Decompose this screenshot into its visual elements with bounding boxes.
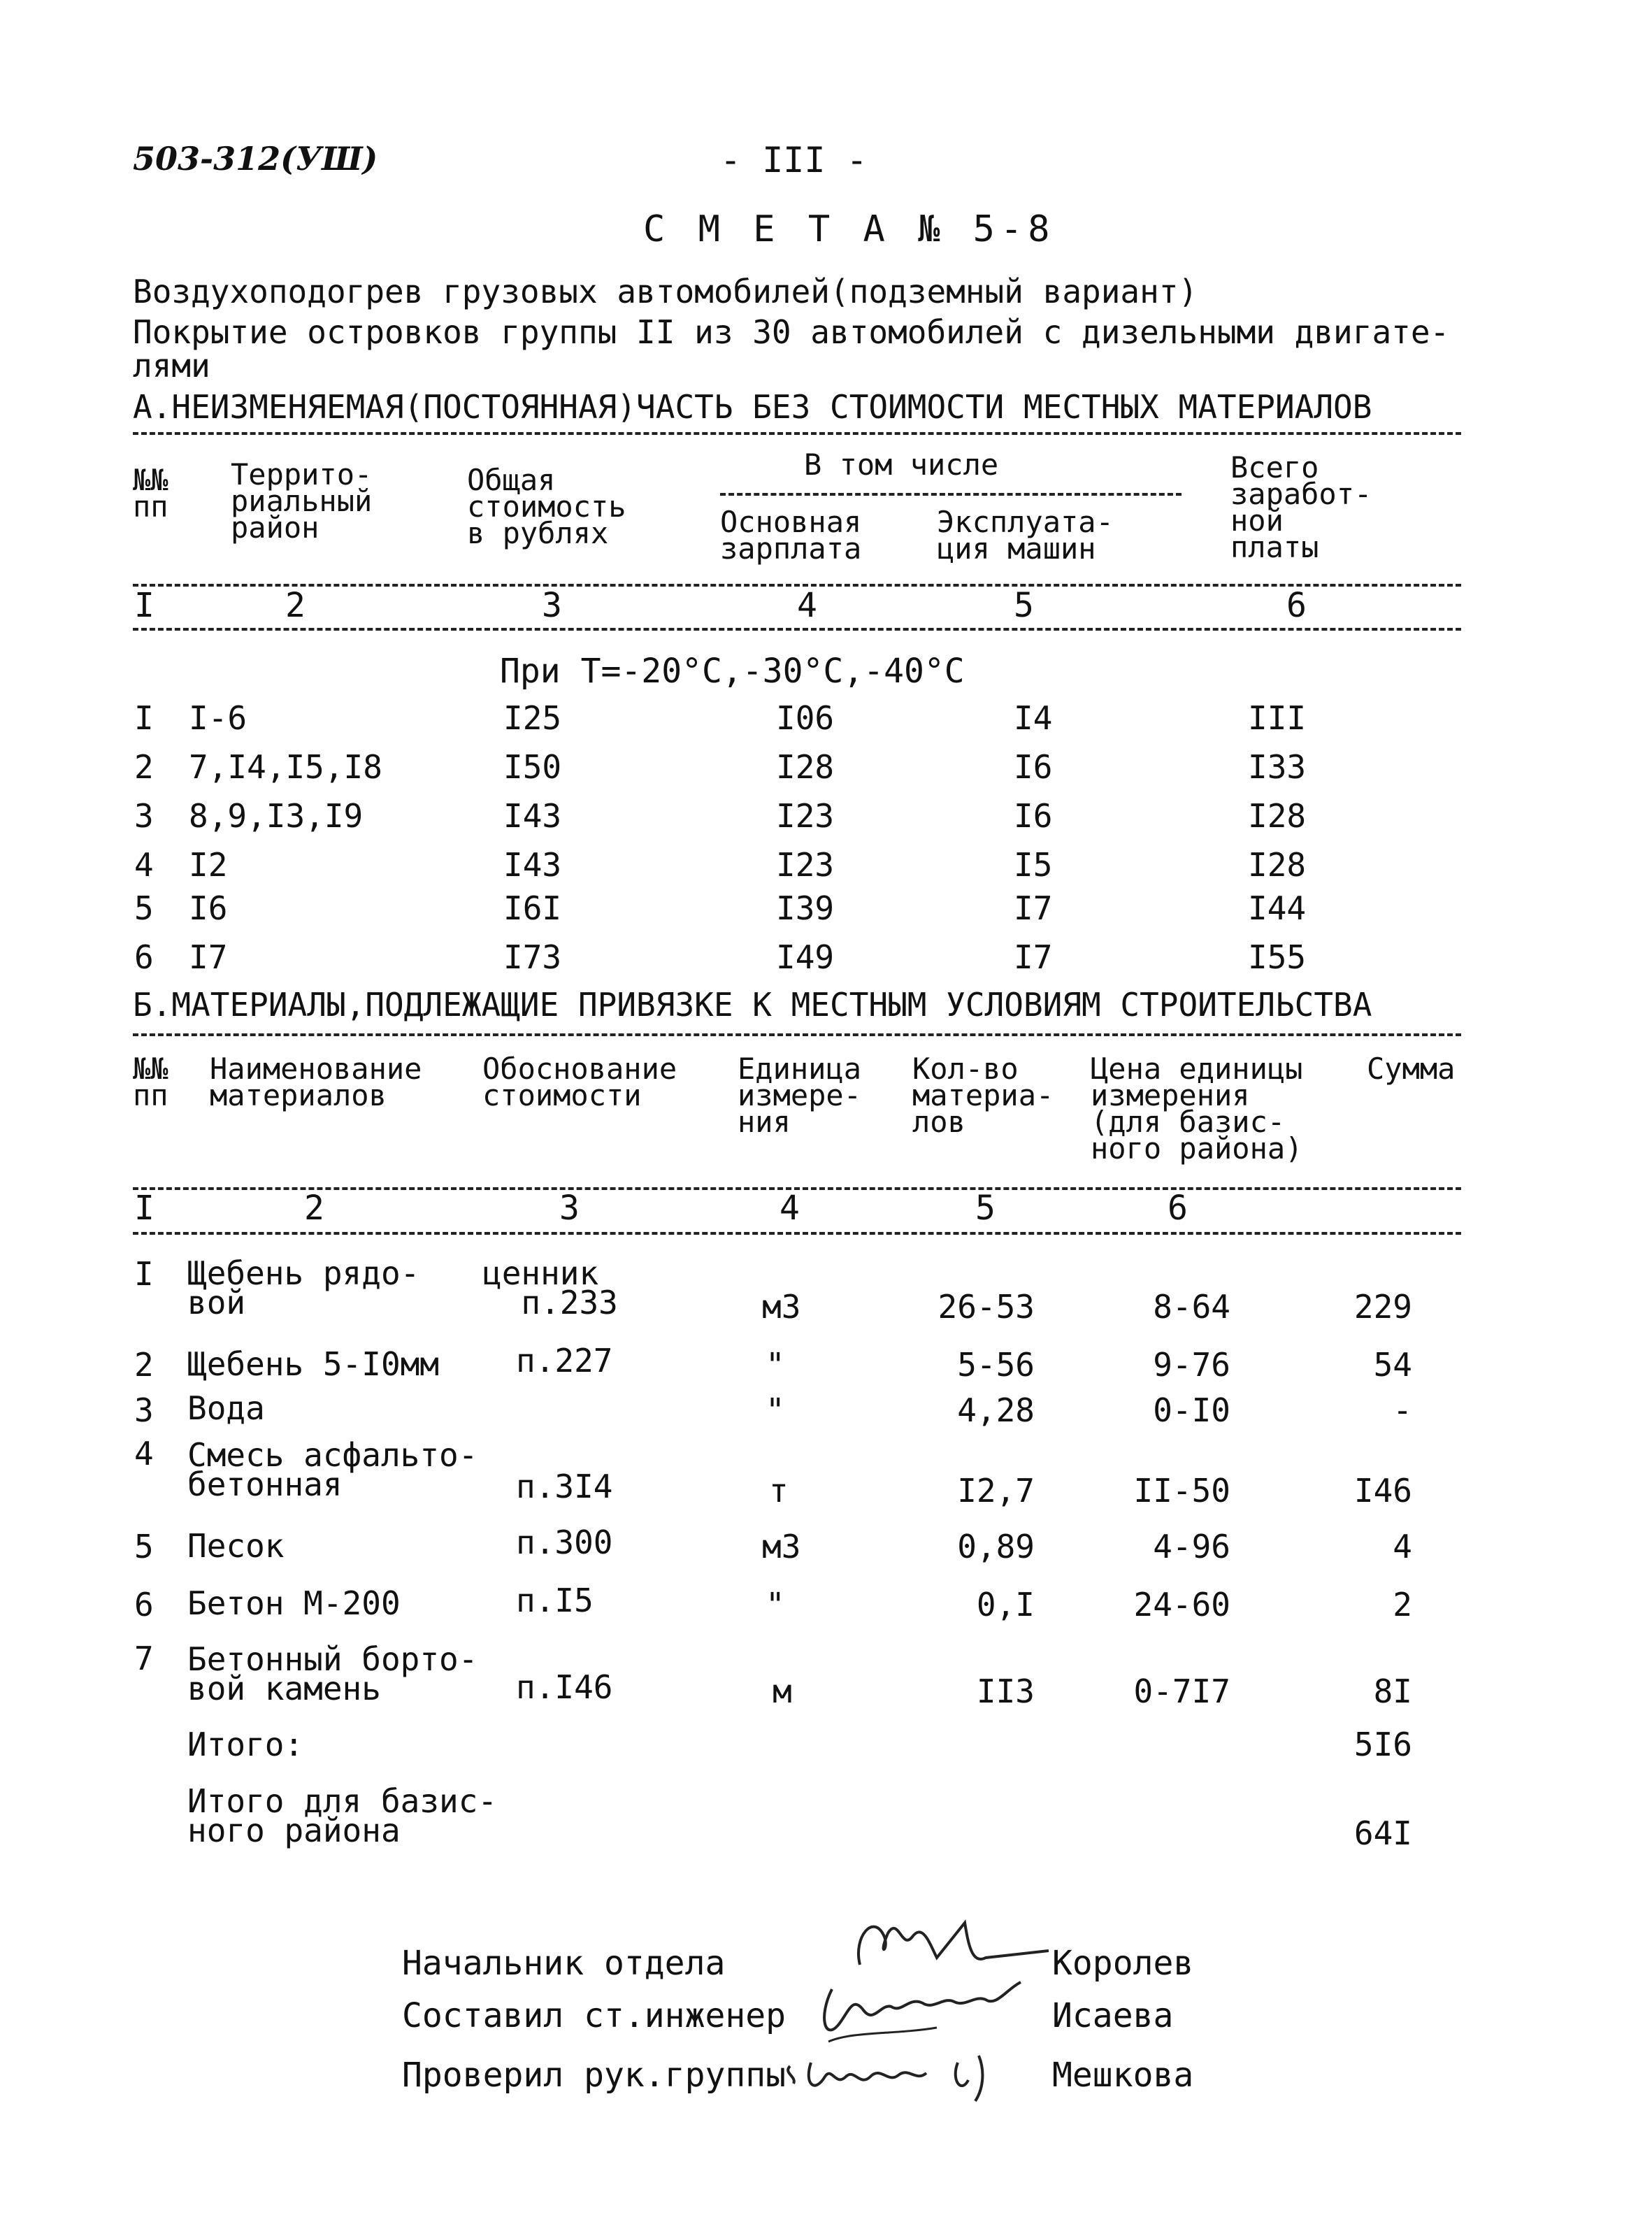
b-row-number: 2 xyxy=(134,1346,154,1384)
b-row-sum: - xyxy=(1393,1391,1412,1429)
a-colnum-2: 2 xyxy=(285,586,306,625)
handwritten-signature-3 xyxy=(776,2042,1014,2112)
b-row-basis: п.227 xyxy=(516,1342,613,1379)
b-row-number: 7 xyxy=(134,1640,154,1677)
section-a-title: А.НЕИЗМЕНЯЕМАЯ(ПОСТОЯННАЯ)ЧАСТЬ БЕЗ СТОИМОСТИ МЕСТНЫХ МАТЕРИАЛОВ xyxy=(133,388,1372,426)
b-row-price: 4-96 xyxy=(1153,1528,1230,1565)
a-row-number: 6 xyxy=(134,938,154,976)
a-colnum-6: 6 xyxy=(1286,586,1307,625)
a-row-total: I50 xyxy=(503,748,562,786)
b-header-material: Наименование материалов xyxy=(210,1052,422,1112)
b-row-number: 4 xyxy=(134,1435,154,1472)
a-row-salary: I49 xyxy=(776,938,835,976)
b-row-number: 3 xyxy=(134,1391,154,1429)
a-row-number: 3 xyxy=(134,797,154,835)
b-row-basis: п.300 xyxy=(516,1524,613,1561)
b-row-price: 9-76 xyxy=(1153,1346,1230,1384)
signature-role: Проверил рук.группы xyxy=(402,2056,787,2095)
a-row-machines: I6 xyxy=(1014,748,1053,786)
section-b-divider-top xyxy=(133,1033,1461,1036)
document-code: 503-312(УШ) xyxy=(133,140,378,178)
a-row-machines: I7 xyxy=(1014,889,1053,927)
b-row-material: Вода xyxy=(187,1389,265,1427)
b-row-price: 8-64 xyxy=(1153,1288,1230,1326)
b-row-material: Щебень рядо- вой xyxy=(187,1254,420,1321)
signature-role: Составил ст.инженер xyxy=(402,1996,787,2035)
document-title: С М Е Т А № 5-8 xyxy=(643,208,1056,250)
b-row-unit: " xyxy=(766,1586,785,1624)
a-row-salary: I23 xyxy=(776,797,835,835)
a-row-machines: I7 xyxy=(1014,938,1053,976)
b-colnum-1: I xyxy=(134,1189,155,1228)
section-b-title: Б.МАТЕРИАЛЫ,ПОДЛЕЖАЩИЕ ПРИВЯЗКЕ К МЕСТНЫМ УСЛОВИЯМ СТРОИТЕЛЬСТВА xyxy=(133,986,1372,1024)
b-row-quantity: 4,28 xyxy=(957,1391,1035,1429)
a-row-number: 5 xyxy=(134,889,154,927)
signature-name: Королев xyxy=(1052,1944,1194,1983)
a-row-region: I2 xyxy=(189,846,228,884)
b-row-price: 0-I0 xyxy=(1153,1391,1230,1429)
a-row-machines: I6 xyxy=(1014,797,1053,835)
a-row-wages: I33 xyxy=(1248,748,1307,786)
b-row-basis: п.3I4 xyxy=(516,1468,613,1505)
b-row-material: Смесь асфальто- бетонная xyxy=(187,1436,478,1503)
b-header-number: №№ пп xyxy=(133,1052,168,1112)
temperature-note: При Т=-20°С,-30°С,-40°С xyxy=(500,652,965,691)
a-row-machines: I5 xyxy=(1014,846,1053,884)
b-header-unit: Единица измере- ния xyxy=(738,1052,862,1139)
signature-name: Мешкова xyxy=(1052,2056,1194,2095)
signature-role: Начальник отдела xyxy=(402,1944,726,1983)
b-row-unit: " xyxy=(766,1391,785,1429)
a-row-salary: I28 xyxy=(776,748,835,786)
b-row-material: Песок xyxy=(187,1527,285,1565)
b-row-unit: т xyxy=(769,1472,789,1510)
b-row-quantity: 26-53 xyxy=(938,1288,1035,1326)
a-row-wages: I55 xyxy=(1248,938,1307,976)
b-row-material: Щебень 5-I0мм xyxy=(187,1345,440,1383)
subtitle-line-2: Покрытие островков группы II из 30 автомобилей с дизельными двигате- xyxy=(133,313,1450,351)
a-header-region: Террито- риальный район xyxy=(231,457,373,545)
b-row-unit: м3 xyxy=(762,1528,801,1565)
b-colnum-5: 5 xyxy=(975,1189,996,1228)
section-a-divider-top xyxy=(133,432,1461,435)
b-colnum-2: 2 xyxy=(304,1189,324,1228)
a-header-salary: Основная зарплата xyxy=(720,505,862,566)
b-row-number: 5 xyxy=(134,1528,154,1565)
a-row-region: 8,9,I3,I9 xyxy=(189,797,364,835)
a-row-salary: I06 xyxy=(776,699,835,737)
a-group-divider xyxy=(720,493,1181,496)
b-row-price: 24-60 xyxy=(1133,1586,1230,1624)
total-base-label: Итого для базис- ного района xyxy=(187,1782,498,1849)
b-header-unit-price: Цена единицы измерения (для базис- ного района) xyxy=(1091,1052,1303,1166)
a-colnum-3: 3 xyxy=(542,586,562,625)
b-row-price: 0-7I7 xyxy=(1133,1672,1230,1710)
b-row-quantity: 5-56 xyxy=(957,1346,1035,1384)
total-base-value: 64I xyxy=(1353,1814,1412,1852)
a-row-number: 4 xyxy=(134,846,154,884)
b-row-unit: м3 xyxy=(762,1288,801,1326)
b-row-material: Бетонный борто- вой камень xyxy=(187,1640,478,1707)
a-row-wages: I44 xyxy=(1248,889,1307,927)
b-colnum-6: 6 xyxy=(1168,1189,1188,1228)
a-row-region: 7,I4,I5,I8 xyxy=(189,748,382,786)
b-row-number: I xyxy=(134,1255,154,1293)
section-a-divider-bottom xyxy=(133,628,1461,631)
a-row-salary: I39 xyxy=(776,889,835,927)
a-colnum-4: 4 xyxy=(797,586,817,625)
b-header-basis: Обоснование стоимости xyxy=(482,1052,677,1112)
b-row-basis: ценник п.233 xyxy=(482,1254,618,1321)
a-row-number: I xyxy=(134,699,154,737)
b-row-unit: " xyxy=(766,1346,785,1384)
b-row-quantity: 0,I xyxy=(976,1586,1035,1624)
handwritten-signature-2 xyxy=(811,1975,1035,2045)
a-row-total: I73 xyxy=(503,938,562,976)
b-row-sum: 54 xyxy=(1373,1346,1412,1384)
b-row-sum: 8I xyxy=(1373,1672,1412,1710)
b-row-quantity: 0,89 xyxy=(957,1528,1035,1565)
a-row-wages: III xyxy=(1248,699,1307,737)
b-row-sum: 229 xyxy=(1353,1288,1412,1326)
a-header-number: №№ пп xyxy=(133,463,168,524)
a-header-group: В том числе xyxy=(804,447,999,482)
b-row-unit: м xyxy=(773,1672,792,1710)
b-header-quantity: Кол-во материа- лов xyxy=(912,1052,1054,1139)
a-row-wages: I28 xyxy=(1248,846,1307,884)
b-row-sum: I46 xyxy=(1353,1472,1412,1510)
b-row-quantity: I2,7 xyxy=(957,1472,1035,1510)
b-row-sum: 2 xyxy=(1393,1586,1412,1624)
a-header-wages: Всего заработ- ной платы xyxy=(1230,450,1372,564)
handwritten-signature-1 xyxy=(846,1909,1056,1986)
a-row-number: 2 xyxy=(134,748,154,786)
a-row-total: I43 xyxy=(503,797,562,835)
a-row-salary: I23 xyxy=(776,846,835,884)
b-row-quantity: II3 xyxy=(976,1672,1035,1710)
subtitle-line-1: Воздухоподогрев грузовых автомобилей(подземный вариант) xyxy=(133,273,1198,310)
b-colnum-4: 4 xyxy=(780,1189,800,1228)
a-header-machines: Эксплуата- ция машин xyxy=(937,505,1114,566)
a-row-region: I-6 xyxy=(189,699,247,737)
a-row-total: I6I xyxy=(503,889,562,927)
page-number: - III - xyxy=(720,140,868,180)
section-b-divider-bottom xyxy=(133,1232,1461,1235)
a-colnum-1: I xyxy=(134,586,155,625)
a-header-total: Общая стоимость в рублях xyxy=(467,463,626,550)
a-colnum-5: 5 xyxy=(1014,586,1034,625)
signature-name: Исаева xyxy=(1052,1996,1174,2035)
total-value: 5I6 xyxy=(1353,1726,1412,1763)
total-label: Итого: xyxy=(187,1726,304,1763)
a-row-total: I43 xyxy=(503,846,562,884)
b-row-price: II-50 xyxy=(1133,1472,1230,1510)
b-row-sum: 4 xyxy=(1393,1528,1412,1565)
a-row-region: I7 xyxy=(189,938,228,976)
a-row-wages: I28 xyxy=(1248,797,1307,835)
b-row-basis: п.I5 xyxy=(516,1582,594,1619)
a-row-machines: I4 xyxy=(1014,699,1053,737)
a-row-region: I6 xyxy=(189,889,228,927)
b-row-material: Бетон М-200 xyxy=(187,1584,401,1622)
b-row-basis: п.I46 xyxy=(516,1668,613,1706)
b-header-sum: Сумма xyxy=(1367,1052,1456,1086)
b-row-number: 6 xyxy=(134,1586,154,1624)
a-row-total: I25 xyxy=(503,699,562,737)
subtitle-line-3: лями xyxy=(133,347,210,385)
b-colnum-3: 3 xyxy=(559,1189,580,1228)
